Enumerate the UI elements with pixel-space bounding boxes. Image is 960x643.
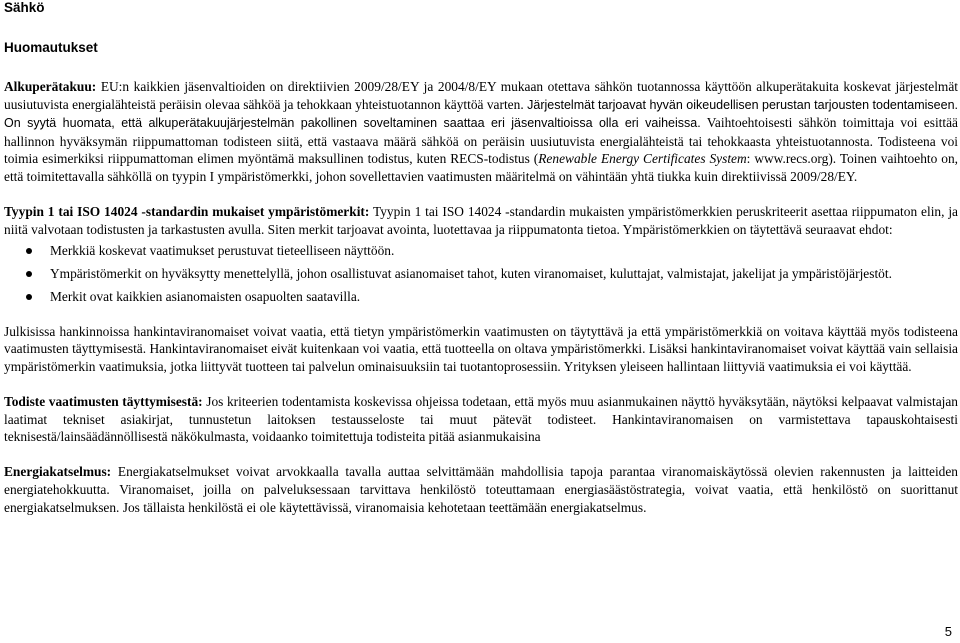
paragraph-text: EU:n kaikkien jäsenvaltioiden on direktiivien 2009/28/EY ja 2004/8/EY mukaan otettava sähkön tuotannossa käyttöön alkuperätakuita koskevat järjestelmät uusiutuvista energialähteistä peräisin olevaa sähköä ja tehokkaan yhteistuotannon käyttöä varten. — [4, 79, 958, 112]
list-item: Ympäristömerkit on hyväksytty menettelyllä, johon osallistuvat asianomaiset tahot, kuten viranomaiset, kuluttajat, valmistajat, jakelijat ja ympäristöjärjestöt. — [4, 265, 958, 283]
eco-label-conditions-list — [4, 242, 958, 305]
bullet-icon — [26, 294, 32, 300]
bullet-icon — [26, 248, 32, 254]
paragraph-text-sans: Järjestelmät tarjoavat hyvän oikeudellisen perustan tarjousten todentamiseen. On syytä huomata, että alkuperätakuujärjestelmän pakollinen soveltaminen saattaa eri jäsenvaltioissa olla eri vaiheissa. — [4, 97, 959, 131]
paragraph-origin-guarantee — [4, 78, 958, 186]
page-number: 5 — [944, 624, 952, 639]
paragraph-text: Vaihtoehtoisesti sähkön toimittaja voi esittää hallinnon hyväksymän riippumattoman todisteen siitä, että vastaava määrä sähköä on peräisin uusiutuvista energialähteistä tai tehokkaasta yhteistuotannosta. Todisteena voi toimia esimerkiksi riippumattoman elimen myöntämä maksullinen todistus, kuten RECS-todistus ( — [4, 115, 958, 167]
paragraph-energy-audit — [4, 463, 958, 516]
bullet-icon — [26, 271, 32, 277]
paragraph-proof-of-compliance — [4, 393, 958, 446]
list-item: Merkkiä koskevat vaatimukset perustuvat tieteelliseen näyttöön. — [4, 242, 958, 260]
term-proof-of-compliance: Todiste vaatimusten täyttymisestä: — [4, 394, 203, 410]
paragraph-text: Jos kriteerien todentamista koskevissa ohjeissa todetaan, että myös muu asianmukainen näyttö hyväksytään, näytöksi kelpaavat valmistajan laatimat tekniset asiakirjat, tunnustetun laitoksen testausseloste tai muut pätevät todisteet. Hankintaviranomaisen on varmistettava tapauskohtaisesti teknisestä/lainsäädännöllisestä näkökulmasta, voidaanko toimitettuja todisteita pitää asianmukaisina — [4, 394, 958, 445]
term-origin-guarantee: Alkuperätakuu: — [4, 79, 97, 94]
paragraph-eco-labels — [4, 203, 958, 238]
term-eco-labels: Tyypin 1 tai ISO 14024 -standardin mukaiset ympäristömerkit: — [4, 204, 370, 220]
list-item: Merkit ovat kaikkien asianomaisten osapuolten saatavilla. — [4, 288, 958, 306]
paragraph-public-procurement: Julkisissa hankinnoissa hankintaviranomaiset voivat vaatia, että tietyn ympäristömerkin vaatimusten on täytyttävä ja että ympäristömerkkiä on voitava käyttää myös todisteena vaatimusten täyttymisestä. Hankintaviranomaiset eivät kuitenkaan voi vaatia, että tuotteella on oltava ympäristömerkki. Lisäksi hankintaviranomaiset voivat käyttää vain sellaisia ympäristömerkin vaatimuksia, jotka liittyvät tuotteen tai palvelun ominaisuuksiin tai tuotantoprosessiin. Yrityksen yleiseen hallintaan liittyviä vaatimuksia ei voi käyttää. — [4, 323, 958, 374]
paragraph-text: Tyypin 1 tai ISO 14024 -standardin mukaisten ympäristömerkkien peruskriteerit asettaa riippumaton elin, ja niitä valvotaan todistusten ja tarkastusten avulla. Siten merkit tarjoavat avointa, luotettavaa ja riippumatonta tietoa. Ympäristömerkkien on täytettävä seuraavat ehdot: — [4, 204, 958, 237]
paragraph-text: : www.recs.org). Toinen vaihtoehto on, että toimitettavalla sähköllä on tyypin I ympäristömerkki, johon sovellettavien vaatimusten määritelmä on vähintään yhtä tiukka kuin direktiivissä 2009/28/EY. — [4, 151, 958, 184]
section-heading: Huomautukset — [4, 40, 98, 55]
recs-italic-name: Renewable Energy Certificates System — [538, 151, 747, 167]
paragraph-text: Energiakatselmukset voivat arvokkaalla tavalla auttaa selvittämään mahdollisia tapoja parantaa viranomaiskäytössä olevien rakennusten ja laitteiden energiatehokkuutta. Viranomaiset, joilla on palveluksessaan tarvittava henkilöstö toteuttamaan energiasäästöstrategia, voivat vaatia, että henkilöstö on suorittanut energiakatselmuksen. Jos tällaista henkilöstä ei ole käytettävissä, viranomaisia kehotetaan teettämään energiakatselmus. — [4, 464, 958, 515]
page-title: Sähkö — [4, 0, 45, 15]
document-body — [4, 78, 958, 534]
term-energy-audit: Energiakatselmus: — [4, 464, 112, 480]
